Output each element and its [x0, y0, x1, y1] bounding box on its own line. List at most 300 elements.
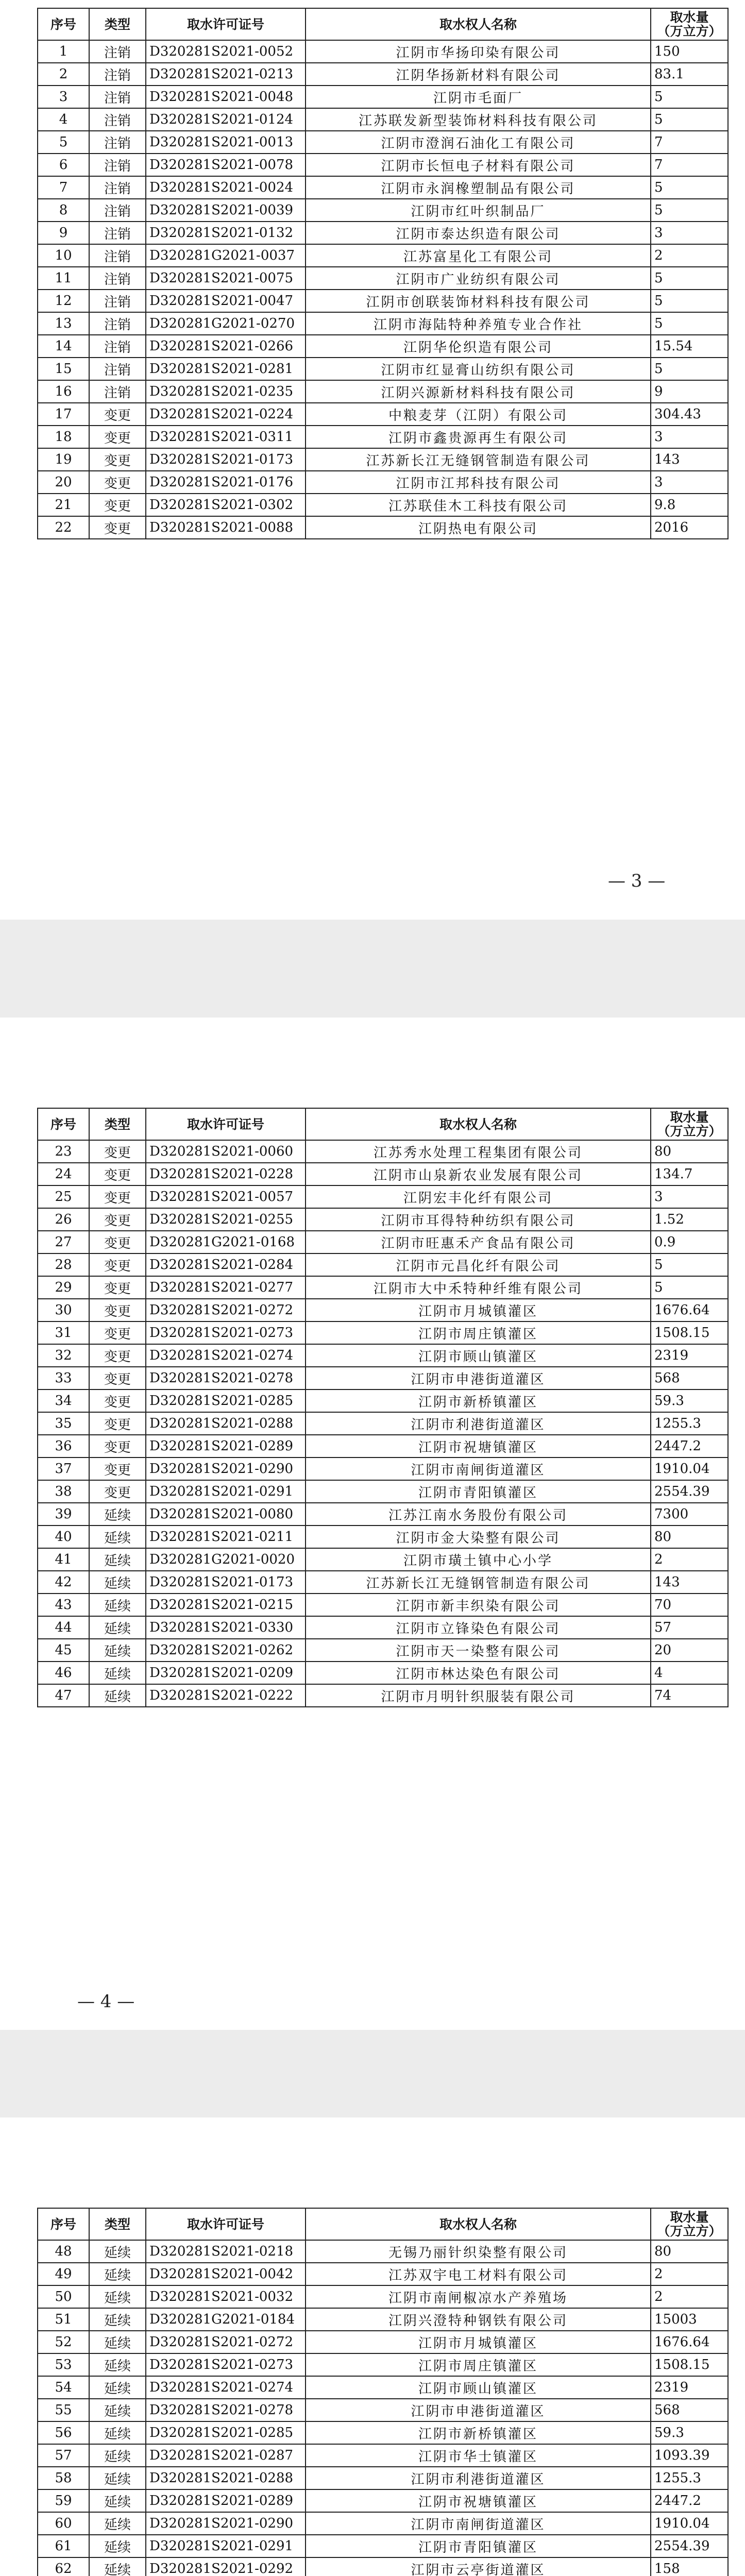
name-cell: 江阴市祝塘镇灌区 [306, 2489, 651, 2512]
amount-cell: 2319 [651, 2376, 728, 2399]
page-gap [0, 920, 745, 1018]
amount-cell: 57 [651, 1616, 728, 1639]
table-row [38, 1616, 728, 1639]
type-cell: 变更 [89, 403, 146, 426]
amount-cell: 5 [651, 1276, 728, 1299]
type-cell: 变更 [89, 426, 146, 448]
name-cell: 江阴市周庄镇灌区 [306, 2353, 651, 2376]
page-gap [0, 2030, 745, 2117]
table-row [38, 63, 728, 86]
name-cell: 江苏富星化工有限公司 [306, 244, 651, 267]
header-license: 取水许可证号 [146, 1108, 306, 1140]
header-seq: 序号 [38, 2208, 89, 2240]
amount-cell: 74 [651, 1684, 728, 1707]
amount-cell: 304.43 [651, 403, 728, 426]
table-row [38, 1458, 728, 1480]
seq-cell: 49 [38, 2263, 89, 2285]
table-row [38, 2308, 728, 2331]
seq-cell: 51 [38, 2308, 89, 2331]
license-cell: D320281S2021-0173 [146, 1571, 306, 1594]
amount-cell: 1093.39 [651, 2444, 728, 2467]
type-cell: 延续 [89, 2444, 146, 2467]
name-cell: 江阴市长恒电子材料有限公司 [306, 154, 651, 176]
amount-cell: 3 [651, 1185, 728, 1208]
name-cell: 江阴市永润橡塑制品有限公司 [306, 176, 651, 199]
type-cell: 注销 [89, 63, 146, 86]
type-cell: 注销 [89, 86, 146, 108]
type-cell: 延续 [89, 1662, 146, 1684]
amount-cell: 1508.15 [651, 1321, 728, 1344]
amount-cell: 568 [651, 1367, 728, 1389]
table-row [38, 1480, 728, 1503]
table-row [38, 244, 728, 267]
type-cell: 延续 [89, 1639, 146, 1662]
license-cell: D320281S2021-0052 [146, 40, 306, 63]
type-cell: 变更 [89, 1389, 146, 1412]
name-cell: 江阴市青阳镇灌区 [306, 1480, 651, 1503]
name-cell: 江阴市南闸街道灌区 [306, 2512, 651, 2535]
type-cell: 变更 [89, 448, 146, 471]
license-cell: D320281S2021-0290 [146, 1458, 306, 1480]
amount-cell: 2447.2 [651, 1435, 728, 1458]
table-row [38, 358, 728, 380]
seq-cell: 4 [38, 108, 89, 131]
seq-cell: 15 [38, 358, 89, 380]
license-cell: D320281S2021-0024 [146, 176, 306, 199]
header-type: 类型 [89, 8, 146, 40]
name-cell: 江阴兴澄特种钢铁有限公司 [306, 2308, 651, 2331]
name-cell: 江阴市天一染整有限公司 [306, 1639, 651, 1662]
amount-cell: 143 [651, 1571, 728, 1594]
seq-cell: 39 [38, 1503, 89, 1526]
table-row [38, 1412, 728, 1435]
amount-cell: 134.7 [651, 1163, 728, 1185]
name-cell: 江阴市南闸街道灌区 [306, 1458, 651, 1480]
type-cell: 延续 [89, 2285, 146, 2308]
table-row [38, 471, 728, 494]
license-cell: D320281S2021-0124 [146, 108, 306, 131]
license-cell: D320281S2021-0287 [146, 2444, 306, 2467]
header-amount-line1: 取水量 [670, 1110, 709, 1125]
table-row [38, 40, 728, 63]
amount-cell: 2554.39 [651, 2535, 728, 2557]
license-cell: D320281S2021-0330 [146, 1616, 306, 1639]
seq-cell: 33 [38, 1367, 89, 1389]
seq-cell: 16 [38, 380, 89, 403]
header-seq: 序号 [38, 1108, 89, 1140]
seq-cell: 50 [38, 2285, 89, 2308]
type-cell: 延续 [89, 2308, 146, 2331]
table-row [38, 86, 728, 108]
name-cell: 江阴市元昌化纤有限公司 [306, 1253, 651, 1276]
name-cell: 江阴市云亭街道灌区 [306, 2557, 651, 2576]
seq-cell: 59 [38, 2489, 89, 2512]
amount-cell: 3 [651, 222, 728, 244]
license-cell: D320281S2021-0235 [146, 380, 306, 403]
header-name: 取水权人名称 [306, 2208, 651, 2240]
seq-cell: 19 [38, 448, 89, 471]
seq-cell: 17 [38, 403, 89, 426]
seq-cell: 41 [38, 1548, 89, 1571]
amount-cell: 1255.3 [651, 2467, 728, 2489]
name-cell: 江苏新长江无缝钢管制造有限公司 [306, 448, 651, 471]
license-cell: D320281S2021-0273 [146, 2353, 306, 2376]
seq-cell: 37 [38, 1458, 89, 1480]
seq-cell: 56 [38, 2421, 89, 2444]
name-cell: 江阴兴源新材料科技有限公司 [306, 380, 651, 403]
amount-cell: 1508.15 [651, 2353, 728, 2376]
header-license: 取水许可证号 [146, 2208, 306, 2240]
table-row [38, 1231, 728, 1253]
name-cell: 江阴市广业纺织有限公司 [306, 267, 651, 290]
type-cell: 延续 [89, 1616, 146, 1639]
seq-cell: 53 [38, 2353, 89, 2376]
license-cell: D320281G2021-0020 [146, 1548, 306, 1571]
table-header-row [38, 2208, 728, 2240]
license-cell: D320281S2021-0274 [146, 1344, 306, 1367]
table-row [38, 1140, 728, 1163]
water-permit-table [37, 2208, 729, 2576]
table-row [38, 1684, 728, 1707]
name-cell: 江阴宏丰化纤有限公司 [306, 1185, 651, 1208]
amount-cell: 5 [651, 199, 728, 222]
license-cell: D320281S2021-0218 [146, 2240, 306, 2263]
license-cell: D320281S2021-0302 [146, 494, 306, 516]
header-type: 类型 [89, 2208, 146, 2240]
type-cell: 变更 [89, 1140, 146, 1163]
license-cell: D320281S2021-0288 [146, 1412, 306, 1435]
name-cell: 江阴市顾山镇灌区 [306, 2376, 651, 2399]
name-cell: 江阴市申港街道灌区 [306, 1367, 651, 1389]
table-row [38, 2376, 728, 2399]
type-cell: 注销 [89, 199, 146, 222]
amount-cell: 7300 [651, 1503, 728, 1526]
name-cell: 江阴市顾山镇灌区 [306, 1344, 651, 1367]
table-header-row [38, 1108, 728, 1140]
header-type: 类型 [89, 1108, 146, 1140]
name-cell: 江阴市新桥镇灌区 [306, 1389, 651, 1412]
license-cell: D320281S2021-0284 [146, 1253, 306, 1276]
header-amount-line2: （万立方） [657, 24, 722, 39]
license-cell: D320281S2021-0013 [146, 131, 306, 154]
name-cell: 江阴华扬新材料有限公司 [306, 63, 651, 86]
amount-cell: 2 [651, 1548, 728, 1571]
table-row [38, 2467, 728, 2489]
amount-cell: 5 [651, 358, 728, 380]
name-cell: 江阴市山泉新农业发展有限公司 [306, 1163, 651, 1185]
type-cell: 注销 [89, 222, 146, 244]
name-cell: 无锡乃丽针织染整有限公司 [306, 2240, 651, 2263]
seq-cell: 44 [38, 1616, 89, 1639]
table-row [38, 2240, 728, 2263]
name-cell: 江阴市旺惠禾产食品有限公司 [306, 1231, 651, 1253]
seq-cell: 12 [38, 290, 89, 312]
table-row [38, 1548, 728, 1571]
type-cell: 变更 [89, 1208, 146, 1231]
table-row [38, 380, 728, 403]
license-cell: D320281S2021-0289 [146, 1435, 306, 1458]
amount-cell: 5 [651, 290, 728, 312]
table-row [38, 335, 728, 358]
table-row [38, 312, 728, 335]
amount-cell: 2554.39 [651, 1480, 728, 1503]
seq-cell: 22 [38, 516, 89, 539]
header-seq: 序号 [38, 8, 89, 40]
license-cell: D320281S2021-0311 [146, 426, 306, 448]
table-row [38, 1571, 728, 1594]
license-cell: D320281S2021-0032 [146, 2285, 306, 2308]
type-cell: 变更 [89, 1344, 146, 1367]
license-cell: D320281S2021-0291 [146, 2535, 306, 2557]
table-row [38, 1503, 728, 1526]
table-row [38, 199, 728, 222]
seq-cell: 61 [38, 2535, 89, 2557]
water-permit-table [37, 1108, 729, 1707]
seq-cell: 2 [38, 63, 89, 86]
license-cell: D320281S2021-0222 [146, 1684, 306, 1707]
type-cell: 注销 [89, 312, 146, 335]
seq-cell: 48 [38, 2240, 89, 2263]
table-row [38, 2353, 728, 2376]
license-cell: D320281S2021-0132 [146, 222, 306, 244]
header-license: 取水许可证号 [146, 8, 306, 40]
license-cell: D320281S2021-0262 [146, 1639, 306, 1662]
header-amount-line2: （万立方） [657, 1124, 722, 1139]
header-name: 取水权人名称 [306, 8, 651, 40]
amount-cell: 5 [651, 86, 728, 108]
table-row [38, 448, 728, 471]
name-cell: 江阴市申港街道灌区 [306, 2399, 651, 2421]
amount-cell: 3 [651, 471, 728, 494]
license-cell: D320281S2021-0289 [146, 2489, 306, 2512]
table-row [38, 1321, 728, 1344]
amount-cell: 1676.64 [651, 1299, 728, 1321]
table-row [38, 2535, 728, 2557]
name-cell: 江阴市林达染色有限公司 [306, 1662, 651, 1684]
name-cell: 江苏联发新型装饰材料科技有限公司 [306, 108, 651, 131]
table-row [38, 290, 728, 312]
seq-cell: 57 [38, 2444, 89, 2467]
name-cell: 江阴市大中禾特种纤维有限公司 [306, 1276, 651, 1299]
seq-cell: 36 [38, 1435, 89, 1458]
amount-cell: 2016 [651, 516, 728, 539]
type-cell: 延续 [89, 2512, 146, 2535]
amount-cell: 3 [651, 426, 728, 448]
table-row [38, 131, 728, 154]
amount-cell: 20 [651, 1639, 728, 1662]
name-cell: 江阴市南闸椒凉水产养殖场 [306, 2285, 651, 2308]
table-row [38, 403, 728, 426]
license-cell: D320281S2021-0255 [146, 1208, 306, 1231]
header-name: 取水权人名称 [306, 1108, 651, 1140]
name-cell: 江阴市璜土镇中心小学 [306, 1548, 651, 1571]
seq-cell: 40 [38, 1526, 89, 1548]
license-cell: D320281S2021-0213 [146, 63, 306, 86]
name-cell: 江阴市新桥镇灌区 [306, 2421, 651, 2444]
table-row [38, 108, 728, 131]
seq-cell: 10 [38, 244, 89, 267]
license-cell: D320281G2021-0037 [146, 244, 306, 267]
header-amount [651, 8, 728, 40]
amount-cell: 1255.3 [651, 1412, 728, 1435]
amount-cell: 7 [651, 131, 728, 154]
water-permit-table [37, 8, 729, 539]
license-cell: D320281S2021-0278 [146, 1367, 306, 1389]
seq-cell: 38 [38, 1480, 89, 1503]
name-cell: 江阴市祝塘镇灌区 [306, 1435, 651, 1458]
amount-cell: 9.8 [651, 494, 728, 516]
amount-cell: 15.54 [651, 335, 728, 358]
license-cell: D320281S2021-0047 [146, 290, 306, 312]
license-cell: D320281S2021-0224 [146, 403, 306, 426]
table-row [38, 2421, 728, 2444]
seq-cell: 26 [38, 1208, 89, 1231]
seq-cell: 52 [38, 2331, 89, 2353]
amount-cell: 143 [651, 448, 728, 471]
seq-cell: 7 [38, 176, 89, 199]
name-cell: 江苏江南水务股份有限公司 [306, 1503, 651, 1526]
page-number: — 4 — [77, 1991, 135, 2012]
type-cell: 注销 [89, 154, 146, 176]
seq-cell: 23 [38, 1140, 89, 1163]
license-cell: D320281S2021-0075 [146, 267, 306, 290]
license-cell: D320281S2021-0078 [146, 154, 306, 176]
license-cell: D320281G2021-0168 [146, 1231, 306, 1253]
type-cell: 注销 [89, 335, 146, 358]
table-row [38, 494, 728, 516]
name-cell: 江阴市青阳镇灌区 [306, 2535, 651, 2557]
seq-cell: 28 [38, 1253, 89, 1276]
seq-cell: 5 [38, 131, 89, 154]
seq-cell: 31 [38, 1321, 89, 1344]
type-cell: 延续 [89, 1571, 146, 1594]
type-cell: 注销 [89, 131, 146, 154]
table-row [38, 1639, 728, 1662]
amount-cell: 2 [651, 2285, 728, 2308]
name-cell: 江苏新长江无缝钢管制造有限公司 [306, 1571, 651, 1594]
license-cell: D320281S2021-0290 [146, 2512, 306, 2535]
header-amount-line1: 取水量 [670, 2210, 709, 2225]
type-cell: 注销 [89, 358, 146, 380]
name-cell: 江阴市毛面厂 [306, 86, 651, 108]
table-row [38, 267, 728, 290]
name-cell: 江阴市鑫贵源再生有限公司 [306, 426, 651, 448]
header-amount-line2: （万立方） [657, 2224, 722, 2239]
type-cell: 延续 [89, 2376, 146, 2399]
license-cell: D320281S2021-0080 [146, 1503, 306, 1526]
amount-cell: 59.3 [651, 1389, 728, 1412]
table-row [38, 1185, 728, 1208]
name-cell: 江阴热电有限公司 [306, 516, 651, 539]
name-cell: 江阴市华士镇灌区 [306, 2444, 651, 2467]
seq-cell: 54 [38, 2376, 89, 2399]
seq-cell: 13 [38, 312, 89, 335]
amount-cell: 2319 [651, 1344, 728, 1367]
license-cell: D320281G2021-0270 [146, 312, 306, 335]
license-cell: D320281S2021-0274 [146, 2376, 306, 2399]
table-header-row [38, 8, 728, 40]
seq-cell: 34 [38, 1389, 89, 1412]
seq-cell: 27 [38, 1231, 89, 1253]
type-cell: 延续 [89, 2421, 146, 2444]
seq-cell: 32 [38, 1344, 89, 1367]
seq-cell: 47 [38, 1684, 89, 1707]
table-row [38, 1367, 728, 1389]
seq-cell: 35 [38, 1412, 89, 1435]
type-cell: 变更 [89, 1435, 146, 1458]
name-cell: 江苏秀水处理工程集团有限公司 [306, 1140, 651, 1163]
seq-cell: 18 [38, 426, 89, 448]
amount-cell: 4 [651, 1662, 728, 1684]
header-amount-line1: 取水量 [670, 10, 709, 25]
type-cell: 变更 [89, 1276, 146, 1299]
type-cell: 延续 [89, 2353, 146, 2376]
amount-cell: 70 [651, 1594, 728, 1616]
type-cell: 延续 [89, 1526, 146, 1548]
seq-cell: 11 [38, 267, 89, 290]
type-cell: 延续 [89, 2489, 146, 2512]
amount-cell: 2 [651, 2263, 728, 2285]
license-cell: D320281S2021-0285 [146, 1389, 306, 1412]
name-cell: 中粮麦芽（江阴）有限公司 [306, 403, 651, 426]
license-cell: D320281S2021-0277 [146, 1276, 306, 1299]
name-cell: 江阴市立锋染色有限公司 [306, 1616, 651, 1639]
name-cell: 江苏双宇电工材料有限公司 [306, 2263, 651, 2285]
type-cell: 注销 [89, 108, 146, 131]
name-cell: 江阴市海陆特种养殖专业合作社 [306, 312, 651, 335]
type-cell: 注销 [89, 40, 146, 63]
type-cell: 变更 [89, 494, 146, 516]
table-row [38, 1594, 728, 1616]
license-cell: D320281S2021-0209 [146, 1662, 306, 1684]
amount-cell: 7 [651, 154, 728, 176]
type-cell: 延续 [89, 1503, 146, 1526]
type-cell: 变更 [89, 516, 146, 539]
amount-cell: 1676.64 [651, 2331, 728, 2353]
seq-cell: 60 [38, 2512, 89, 2535]
amount-cell: 1910.04 [651, 1458, 728, 1480]
license-cell: D320281S2021-0060 [146, 1140, 306, 1163]
type-cell: 延续 [89, 1684, 146, 1707]
name-cell: 江阴市月城镇灌区 [306, 2331, 651, 2353]
license-cell: D320281S2021-0288 [146, 2467, 306, 2489]
license-cell: D320281S2021-0042 [146, 2263, 306, 2285]
type-cell: 注销 [89, 176, 146, 199]
table-row [38, 1163, 728, 1185]
amount-cell: 150 [651, 40, 728, 63]
amount-cell: 158 [651, 2557, 728, 2576]
license-cell: D320281S2021-0273 [146, 1321, 306, 1344]
seq-cell: 24 [38, 1163, 89, 1185]
type-cell: 延续 [89, 2240, 146, 2263]
type-cell: 变更 [89, 1231, 146, 1253]
name-cell: 江阴市创联装饰材料科技有限公司 [306, 290, 651, 312]
type-cell: 注销 [89, 380, 146, 403]
license-cell: D320281S2021-0281 [146, 358, 306, 380]
type-cell: 延续 [89, 1594, 146, 1616]
seq-cell: 43 [38, 1594, 89, 1616]
license-cell: D320281S2021-0292 [146, 2557, 306, 2576]
table-row [38, 154, 728, 176]
type-cell: 变更 [89, 1480, 146, 1503]
type-cell: 变更 [89, 1367, 146, 1389]
table-row [38, 2263, 728, 2285]
table-row [38, 1526, 728, 1548]
table-row [38, 426, 728, 448]
type-cell: 变更 [89, 1321, 146, 1344]
seq-cell: 6 [38, 154, 89, 176]
amount-cell: 1910.04 [651, 2512, 728, 2535]
